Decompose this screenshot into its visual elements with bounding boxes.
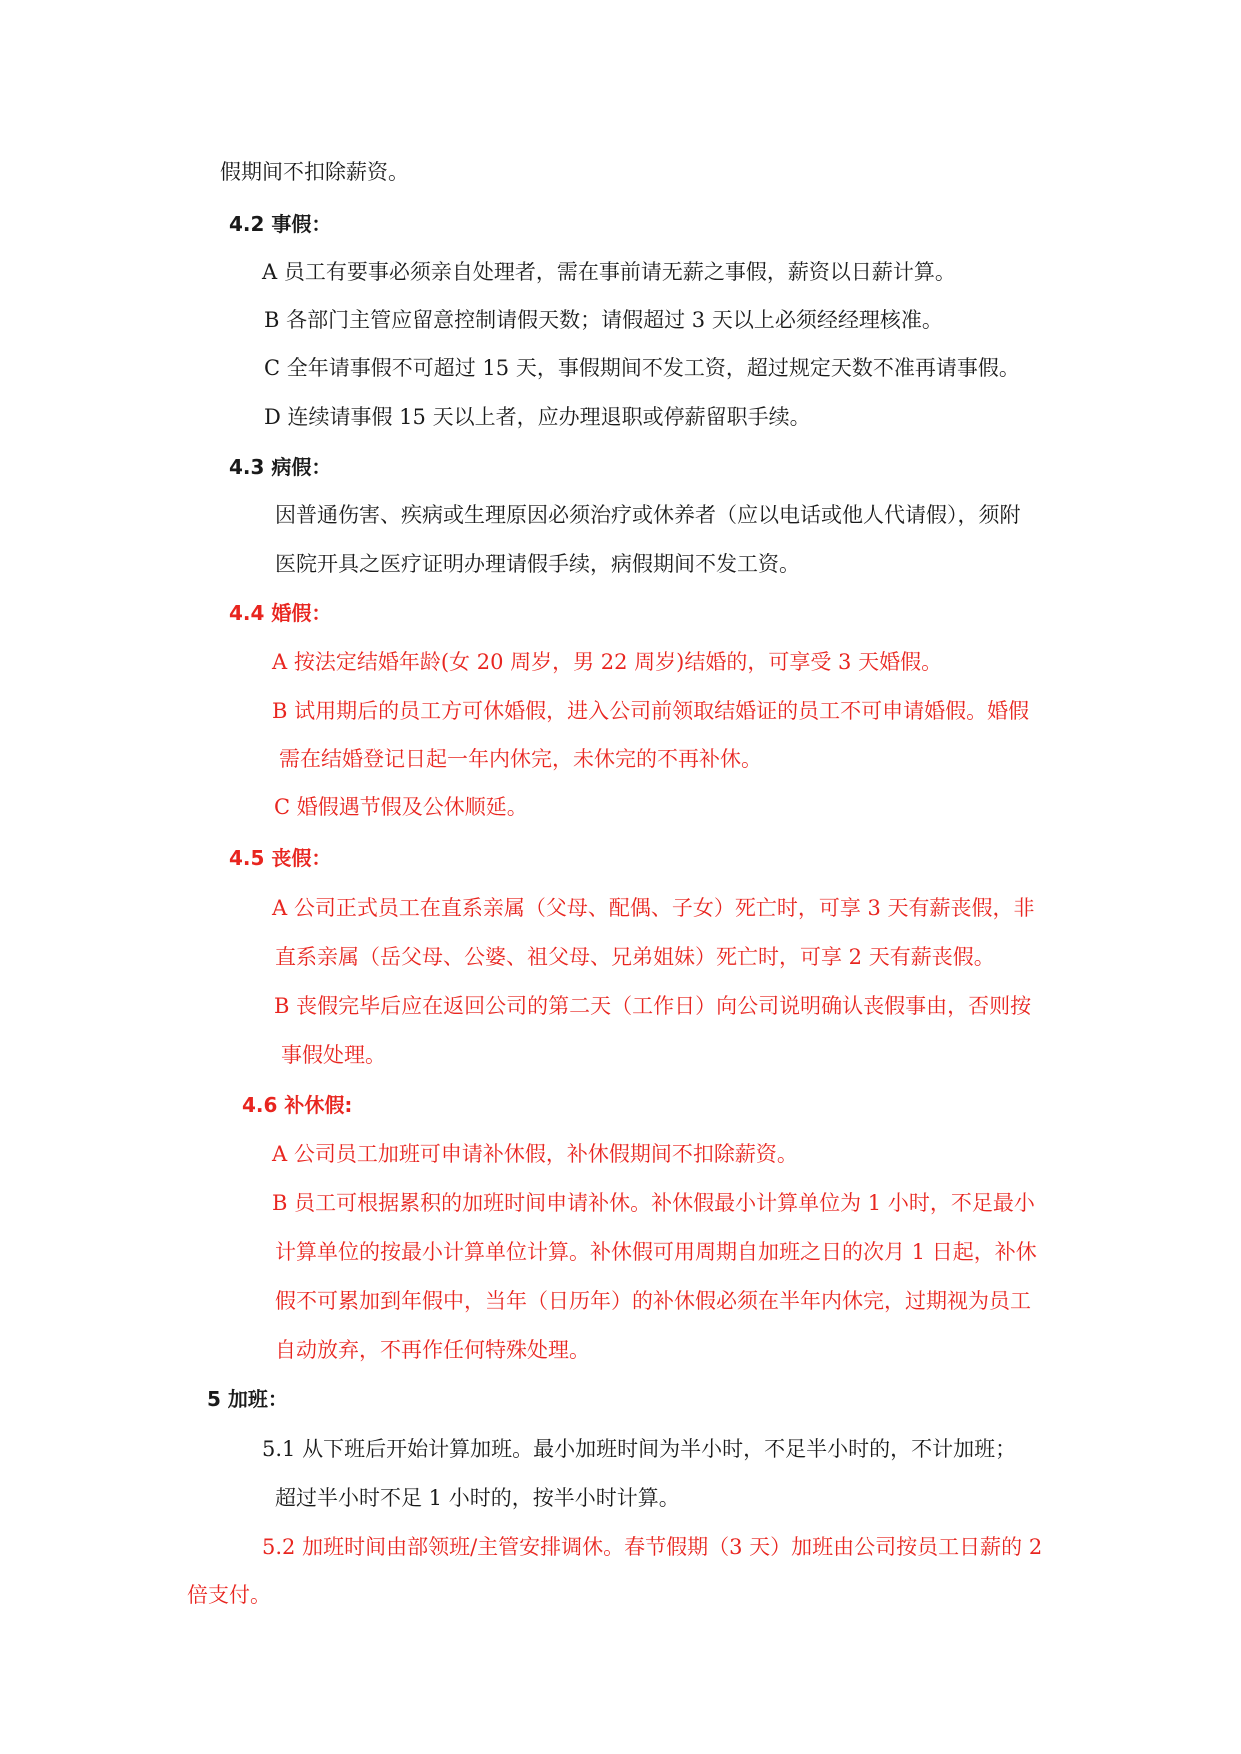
paragraph-line: B 试用期后的员工方可休婚假，进入公司前领取结婚证的员工不可申请婚假。婚假 xyxy=(272,699,1030,723)
paragraph-line: 自动放弃，不再作任何特殊处理。 xyxy=(275,1338,590,1362)
section-heading-4-4: 4.4 婚假： xyxy=(229,601,332,625)
paragraph-line: 因普通伤害、疾病或生理原因必须治疗或休养者（应以电话或他人代请假），须附 xyxy=(275,503,1021,527)
paragraph-line: 计算单位的按最小计算单位计算。补休假可用周期自加班之日的次月 1 日起，补休 xyxy=(275,1240,1037,1264)
paragraph-line: 需在结婚登记日起一年内休完，未休完的不再补休。 xyxy=(279,747,762,771)
paragraph-line: B 各部门主管应留意控制请假天数；请假超过 3 天以上必须经经理核准。 xyxy=(264,308,943,332)
paragraph-line: B 丧假完毕后应在返回公司的第二天（工作日）向公司说明确认丧假事由，否则按 xyxy=(274,994,1032,1018)
paragraph-line: 医院开具之医疗证明办理请假手续，病假期间不发工资。 xyxy=(275,552,800,576)
section-heading-4-2: 4.2 事假： xyxy=(229,212,332,236)
paragraph-line: A 公司员工加班可申请补休假，补休假期间不扣除薪资。 xyxy=(272,1142,798,1166)
section-heading-4-6: 4.6 补休假: xyxy=(242,1093,353,1117)
paragraph-line: 直系亲属（岳父母、公婆、祖父母、兄弟姐妹）死亡时，可享 2 天有薪丧假。 xyxy=(275,945,995,969)
section-heading-4-5: 4.5 丧假： xyxy=(229,846,332,870)
paragraph-line: 假期间不扣除薪资。 xyxy=(220,160,409,184)
paragraph-line: A 员工有要事必须亲自处理者，需在事前请无薪之事假，薪资以日薪计算。 xyxy=(262,260,956,284)
paragraph-line: 倍支付。 xyxy=(187,1583,271,1607)
paragraph-line: A 按法定结婚年龄(女 20 周岁，男 22 周岁)结婚的，可享受 3 天婚假。 xyxy=(272,650,943,674)
section-heading-4-3: 4.3 病假： xyxy=(229,455,332,479)
paragraph-line: B 员工可根据累积的加班时间申请补休。补休假最小计算单位为 1 小时，不足最小 xyxy=(272,1191,1035,1215)
paragraph-line: C 全年请事假不可超过 15 天，事假期间不发工资，超过规定天数不准再请事假。 xyxy=(264,356,1020,380)
paragraph-line: 假不可累加到年假中，当年（日历年）的补休假必须在半年内休完，过期视为员工 xyxy=(275,1289,1031,1313)
paragraph-line: C 婚假遇节假及公休顺延。 xyxy=(274,795,528,819)
paragraph-line: A 公司正式员工在直系亲属（父母、配偶、子女）死亡时，可享 3 天有薪丧假，非 xyxy=(272,896,1035,920)
paragraph-line: 事假处理。 xyxy=(281,1043,386,1067)
paragraph-line: 超过半小时不足 1 小时的，按半小时计算。 xyxy=(275,1486,680,1510)
section-heading-5: 5 加班： xyxy=(207,1387,288,1411)
paragraph-line: 5.1 从下班后开始计算加班。最小加班时间为半小时，不足半小时的，不计加班； xyxy=(262,1437,1017,1461)
paragraph-line: D 连续请事假 15 天以上者，应办理退职或停薪留职手续。 xyxy=(264,405,811,429)
paragraph-line: 5.2 加班时间由部领班/主管安排调休。春节假期（3 天）加班由公司按员工日薪的 2 xyxy=(262,1535,1043,1559)
